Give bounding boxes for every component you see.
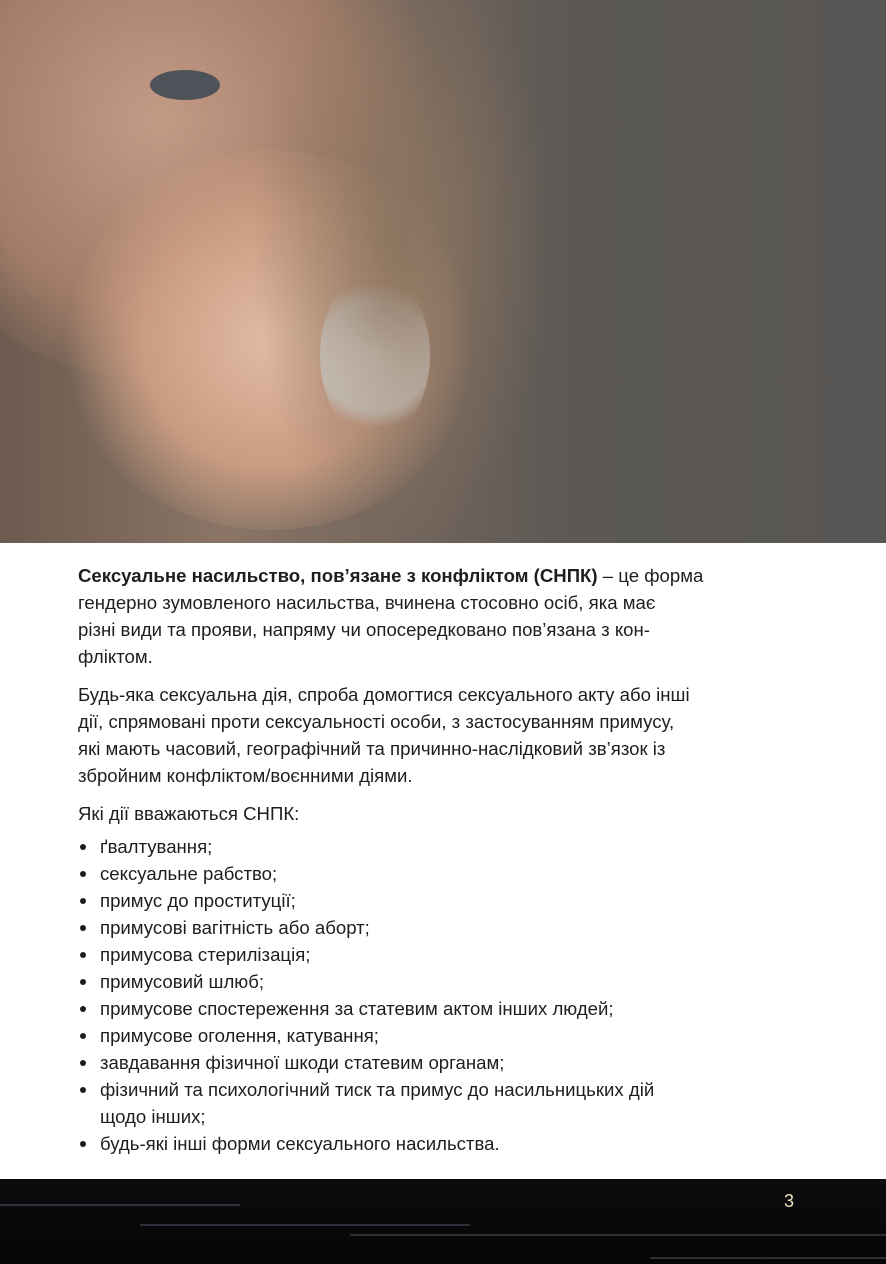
hero-photo — [0, 0, 886, 543]
description-paragraph: Будь-яка сексуальна дія, спроба домогтися сексуального акту або інші дії, спрямовані проти сексуальності особи, з застосуванням примусу, які мають часовий, географічний та причинно-наслідковий зв’язок із збройним конфліктом/воєнними діями. — [78, 684, 690, 786]
term-bold: Сексуальне насильство, пов’язане з конфліктом (СНПК) — [78, 565, 598, 586]
list-item: примусові вагітність або аборт; — [78, 914, 818, 941]
definition-paragraph: Сексуальне насильство, пов’язане з конфліктом (СНПК) – це форма гендерно зумовленого насильства, вчинена стосовно осіб, яка має різні види та прояви, напряму чи опосередковано пов’язана з кон- фліктом. — [78, 565, 704, 667]
list-item: примусове оголення, катування; — [78, 1022, 818, 1049]
list-item: примусове спостереження за статевим актом інших людей; — [78, 995, 818, 1022]
list-heading: Які дії вважаються СНПК: — [78, 803, 300, 824]
footer-band — [0, 1179, 886, 1264]
list-item: примусова стерилізація; — [78, 941, 818, 968]
list-item: завдавання фізичної шкоди статевим органам; — [78, 1049, 818, 1076]
page-number: 3 — [784, 1191, 795, 1211]
list-item: ґвалтування; — [78, 833, 818, 860]
list-item: фізичний та психологічний тиск та примус до насильницьких дій щодо інших; — [78, 1076, 818, 1130]
bullet-list — [78, 833, 818, 1157]
list-item: будь-які інші форми сексуального насильства. — [78, 1130, 818, 1157]
list-item: примусовий шлюб; — [78, 968, 818, 995]
body-text — [78, 562, 818, 1157]
list-item: примус до проституції; — [78, 887, 818, 914]
list-item: сексуальне рабство; — [78, 860, 818, 887]
